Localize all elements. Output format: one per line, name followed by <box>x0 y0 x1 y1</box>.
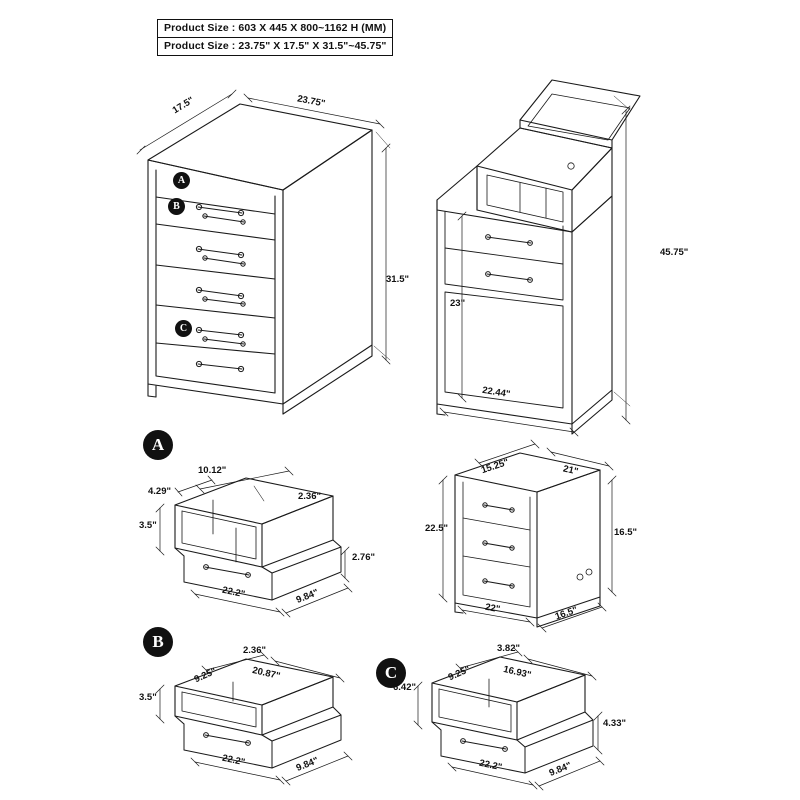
product-size-mm: Product Size : 603 X 445 X 800~1162 H (MM) <box>158 20 392 38</box>
dim-a-front-height: 2.76" <box>352 552 375 563</box>
dim-c-front-height: 4.33" <box>603 718 626 729</box>
dim-b-side-height: 3.5" <box>139 692 157 703</box>
dim-carcass-front-height: 22.5" <box>425 523 448 534</box>
dim-c-side-height: 6.42" <box>393 682 416 693</box>
callout-badge-a-chest: A <box>173 172 190 189</box>
dim-b-depth: 9.84" <box>294 755 321 774</box>
dim-b-divider: 2.36" <box>243 645 266 656</box>
dim-c-divider: 3.82" <box>497 643 520 654</box>
callout-badge-a-detail: A <box>143 430 173 460</box>
dim-a-side-height: 3.5" <box>139 520 157 531</box>
dim-carcass-top-width: 15.25" <box>479 456 511 477</box>
dim-carcass-bottom-depth: 16.5" <box>553 604 580 623</box>
dim-a-divider: 2.36" <box>298 491 321 502</box>
callout-badge-c-detail: C <box>376 658 406 688</box>
dim-chest-width: 23.75" <box>296 93 327 110</box>
dim-b-back-width: 22.2" <box>221 752 246 769</box>
dim-a-depth: 9.84" <box>294 587 321 606</box>
callout-badge-b-chest: B <box>168 198 185 215</box>
dim-carcass-side-height: 16.5" <box>614 527 637 538</box>
dim-c-back-width: 22.2" <box>478 757 503 774</box>
dim-carcass-bottom-width: 22" <box>484 601 501 616</box>
dim-a-left-cell: 4.29" <box>148 486 171 497</box>
callout-badge-c-chest: C <box>175 320 192 337</box>
dim-carcass-top-depth: 21" <box>562 463 580 478</box>
callout-badge-b-detail: B <box>143 627 173 657</box>
dim-chest-height: 31.5" <box>386 274 409 285</box>
dim-b-left-cell: 9.25" <box>192 665 219 686</box>
dim-a-back-width: 22.2" <box>221 584 246 601</box>
dim-chest-depth: 17.5" <box>170 94 197 117</box>
dim-c-depth: 9.84" <box>547 760 574 779</box>
dim-vanity-body-height: 23" <box>450 298 466 309</box>
dim-c-left-cell: 9.25" <box>446 663 473 684</box>
dim-c-inner-length: 16.93" <box>502 663 533 682</box>
dim-b-inner-length: 20.87" <box>251 664 282 683</box>
dim-vanity-height: 45.75" <box>660 247 689 258</box>
product-size-inch: Product Size : 23.75" X 17.5" X 31.5"~45.75" <box>164 40 387 52</box>
dim-a-inner-length: 10.12" <box>198 465 227 476</box>
dim-vanity-width: 22.44" <box>481 384 512 401</box>
